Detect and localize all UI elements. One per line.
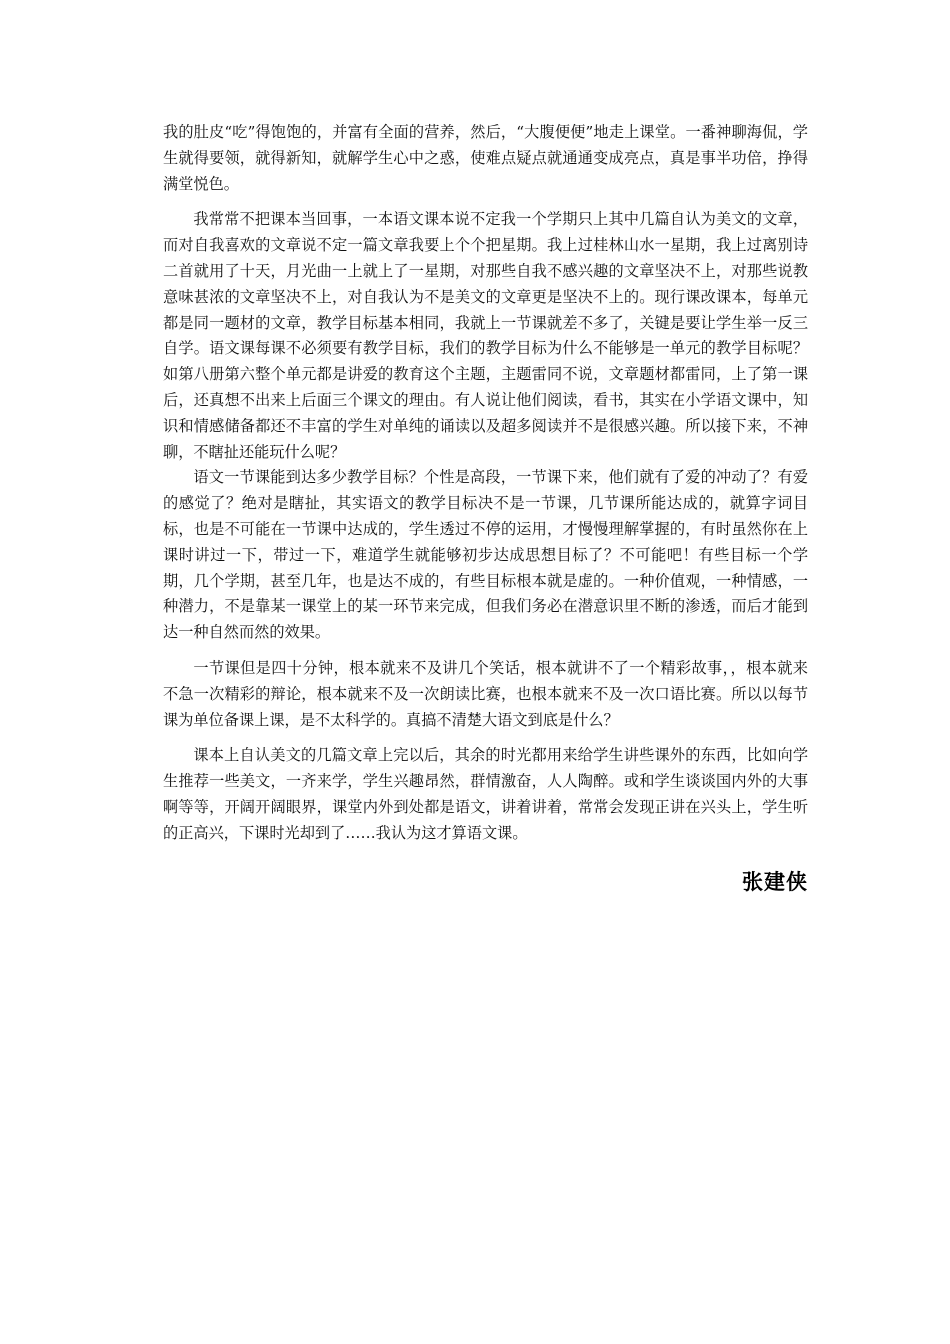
paragraph-4: 一节课但是四十分钟，根本就来不及讲几个笑话，根本就讲不了一个精彩故事，，根本就来不急一次精彩的辩论，根本就来不及一次朗读比赛，也根本就来不及一次口语比赛。所以以每节课为单位备课上课，是不太科学的。真搞不清楚大语文到底是什么？	[163, 658, 808, 729]
paragraph-3: 语文一节课能到达多少教学目标？个性是高段，一节课下来，他们就有了爱的冲动了？有爱的感觉了？绝对是瞎扯，其实语文的教学目标决不是一节课，几节课所能达成的，就算字词目标，也是不可能在一节课中达成的，学生透过不停的运用，才慢慢理解掌握的，有时虽然你在上课时讲过一下，带过一下，难道学生就能够初步达成思想目标了？不可能吧！有些目标一个学期，几个学期，甚至几年，也是达不成的，有些目标根本就是虚的。一种价值观，一种情感，一种潜力，不是靠某一课堂上的某一环节来完成，但我们务必在潜意识里不断的渗透，而后才能到达一种自然而然的效果。	[163, 468, 808, 642]
paragraph-1: 我的肚皮“吃”得饱饱的，并富有全面的营养，然后，“大腹便便”地走上课堂。一番神聊海侃，学生就得要领，就得新知，就解学生心中之惑，使难点疑点就通通变成亮点，真是事半功倍，挣得满堂悦色。	[163, 123, 808, 193]
paragraph-5: 课本上自认美文的几篇文章上完以后，其余的时光都用来给学生讲些课外的东西，比如向学生推荐一些美文，一齐来学，学生兴趣昂然，群情激奋，人人陶醉。或和学生谈谈国内外的大事啊等等，开阔开阔眼界，课堂内外到处都是语文，讲着讲着，常常会发现正讲在兴头上，学生听的正高兴，下课时光却到了……我认为这才算语文课。	[163, 746, 808, 842]
author-signature: 张建侠	[742, 870, 808, 894]
paragraph-2: 我常常不把课本当回事，一本语文课本说不定我一个学期只上其中几篇自认为美文的文章，而对自我喜欢的文章说不定一篇文章我要上个个把星期。我上过桂林山水一星期，我上过离别诗二首就用了十天，月光曲一上就上了一星期，对那些自我不感兴趣的文章坚决不上，对那些说教意味甚浓的文章坚决不上，对自我认为不是美文的文章更是坚决不上的。现行课改课本，每单元都是同一题材的文章，教学目标基本相同，我就上一节课就差不多了，关键是要让学生举一反三自学。语文课每课不必须要有教学目标，我们的教学目标为什么不能够是一单元的教学目标呢？如第八册第六整个单元都是讲爱的教育这个主题，主题雷同不说，文章题材都雷同，上了第一课后，还真想不出来上后面三个课文的理由。有人说让他们阅读，看书，其实在小学语文课中，知识和情感储备都还不丰富的学生对单纯的诵读以及超多阅读并不是很感兴趣。所以接下来，不神聊，不瞎扯还能玩什么呢？	[163, 210, 808, 461]
essay-body	[163, 120, 808, 847]
